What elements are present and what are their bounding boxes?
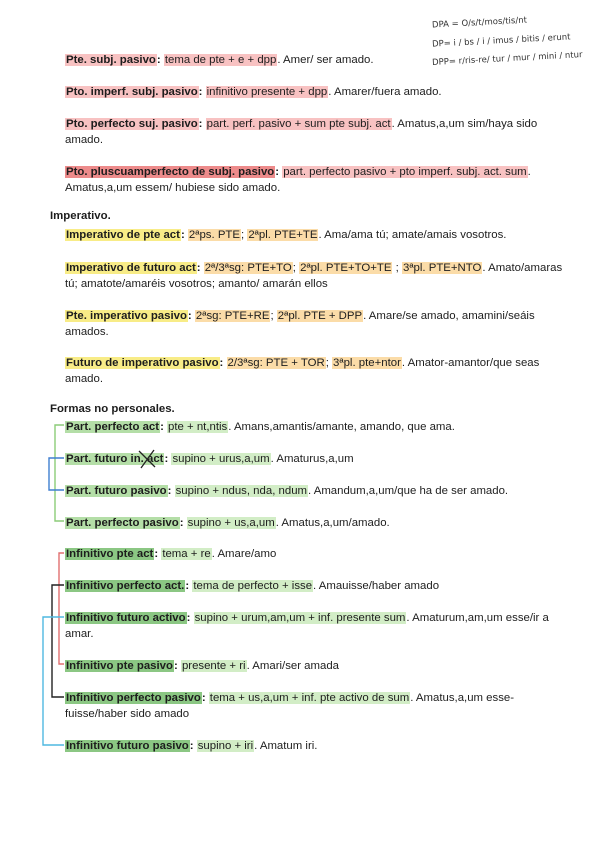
entry-part-perfecto-pasivo: Part. perfecto pasivo: supino + us,a,um. Amatus,a,um/amado. xyxy=(66,517,390,529)
entry-pto-imperf-subj-pasivo: Pto. imperf. subj. pasivo: infinitivo presente + dpp. Amarer/fuera amado. xyxy=(66,86,442,98)
entry-futuro-imperativo-pasivo: Futuro de imperativo pasivo: 2/3ªsg: PTE + TOR; 3ªpl. pte+ntor. Amator-amantor/que seas amado. xyxy=(65,357,540,385)
entry-label: Part. futuro pasivo xyxy=(66,485,167,497)
entry-infinitivo-perfecto-act: Infinitivo perfecto act.: tema de perfecto + isse. Amauisse/haber amado xyxy=(66,580,440,592)
entry-label: Part. futuro in. act xyxy=(66,453,164,465)
entry-label: Infinitivo futuro pasivo xyxy=(66,740,189,752)
entry-label: Infinitivo perfecto act. xyxy=(66,580,185,592)
entry-pte-subj-pasivo: Pte. subj. pasivo: tema de pte + e + dpp. Amer/ ser amado. xyxy=(66,54,374,66)
entry-example: . Amatum iri. xyxy=(254,740,318,752)
entry-rule: 2ªps. PTE xyxy=(188,229,240,241)
entry-example: . Amare/amo xyxy=(211,548,277,560)
entry-example: . Amator-amantor/que seas amado. xyxy=(65,357,540,385)
entry-example: . Amari/ser amada xyxy=(246,660,340,672)
entry-rule: part. perf. pasivo + sum pte subj. act xyxy=(206,118,391,130)
entry-example: . Amauisse/haber amado xyxy=(313,580,440,592)
entry-rule: 3ªpl. pte+ntor xyxy=(333,357,401,369)
entry-example: . Amaturum,am,um esse/ir a amar. xyxy=(65,612,549,640)
entry-rule: tema de perfecto + isse xyxy=(193,580,313,592)
section-title-imperativo: Imperativo. xyxy=(50,210,111,222)
bracket-green-participles xyxy=(55,425,64,521)
entry-infinitivo-futuro-activo: Infinitivo futuro activo: supino + urum,am,um + inf. presente sum. Amaturum,am,um esse/ir a amar. xyxy=(65,612,549,640)
entry-rule: infinitivo presente + dpp xyxy=(206,86,328,98)
entry-part-futuro-act: Part. futuro in. act: supino + urus,a,um. Amaturus,a,um xyxy=(66,453,354,465)
entry-label: Pte. imperativo pasivo xyxy=(66,310,187,322)
entry-rule: supino + urum,am,um + inf. presente sum xyxy=(194,612,406,624)
entry-example: . Amans,amantis/amante, amando, que ama. xyxy=(228,421,455,433)
entry-rule: part. perfecto pasivo + pto imperf. subj. act. sum xyxy=(283,166,527,178)
entry-rule: presente + ri xyxy=(181,660,246,672)
entry-example: . Amatus,a,um esse-fuisse/haber sido amado xyxy=(65,692,515,720)
bracket-blue-futuro xyxy=(49,458,64,490)
entry-label: Imperativo de futuro act xyxy=(66,262,196,274)
entry-label: Part. perfecto act xyxy=(66,421,160,433)
entry-example: . Amaturus,a,um xyxy=(270,453,354,465)
entry-example: . Amandum,a,um/que ha de ser amado. xyxy=(308,485,509,497)
entry-rule: 2ªpl. PTE + DPP xyxy=(277,310,363,322)
entry-rule: tema de pte + e + dpp xyxy=(164,54,277,66)
entry-label: Pte. subj. pasivo xyxy=(66,54,156,66)
entry-example: . Amatus,a,um/amado. xyxy=(275,517,390,529)
entry-example: . Ama/ama tú; amate/amais vosotros. xyxy=(318,229,507,241)
entry-label: Infinitivo perfecto pasivo xyxy=(66,692,201,704)
section-title-formas-no-personales: Formas no personales. xyxy=(50,403,175,415)
entry-label: Part. perfecto pasivo xyxy=(66,517,179,529)
entry-imperativo-pte-act: Imperativo de pte act: 2ªps. PTE; 2ªpl. PTE+TE. Ama/ama tú; amate/amais vosotros. xyxy=(66,229,507,241)
entry-rule: 2ªpl. PTE+TO+TE xyxy=(300,262,392,274)
entry-imperativo-futuro-act: Imperativo de futuro act: 2ª/3ªsg: PTE+TO; 2ªpl. PTE+TO+TE ; 3ªpl. PTE+NTO. Amato/amaras tú; amatote/amaréis vosotros; amanto/ amarán ellos xyxy=(65,262,563,290)
bracket-black-perfecto xyxy=(52,585,64,697)
entry-infinitivo-futuro-pasivo: Infinitivo futuro pasivo: supino + iri. Amatum iri. xyxy=(66,740,318,752)
entry-example: . Amatus,a,um essem/ hubiese sido amado. xyxy=(65,166,531,194)
entry-rule: supino + ndus, nda, ndum xyxy=(175,485,308,497)
entry-label: Infinitivo pte pasivo xyxy=(66,660,173,672)
entry-label: Infinitivo futuro activo xyxy=(66,612,186,624)
entry-infinitivo-pte-pasivo: Infinitivo pte pasivo: presente + ri. Amari/ser amada xyxy=(66,660,340,672)
bracket-cyan-futuro xyxy=(43,617,64,745)
entry-rule: tema + us,a,um + inf. pte activo de sum xyxy=(209,692,410,704)
entry-part-perfecto-act: Part. perfecto act: pte + nt,ntis. Amans,amantis/amante, amando, que ama. xyxy=(66,421,455,433)
entry-example: . Amatus,a,um sim/haya sido amado. xyxy=(65,118,538,146)
entry-rule: 3ªpl. PTE+NTO xyxy=(403,262,482,274)
entry-example: . Amer/ ser amado. xyxy=(277,54,374,66)
entry-rule: pte + nt,ntis xyxy=(168,421,228,433)
entry-part-futuro-pasivo: Part. futuro pasivo: supino + ndus, nda, ndum. Amandum,a,um/que ha de ser amado. xyxy=(66,485,509,497)
entry-rule: 2ªpl. PTE+TE xyxy=(248,229,318,241)
handwritten-note-dpp: DPP= r/ris-re/ tur / mur / mini / ntur xyxy=(431,50,583,68)
entry-pto-perfecto-suj-pasivo: Pto. perfecto suj. pasivo: part. perf. pasivo + sum pte subj. act. Amatus,a,um sim/haya sido amado. xyxy=(65,118,538,146)
entry-infinitivo-pte-act: Infinitivo pte act: tema + re. Amare/amo xyxy=(66,548,277,560)
handwritten-note-dpa: DPA = O/s/t/mos/tis/nt xyxy=(431,15,528,31)
entry-label: Pto. imperf. subj. pasivo xyxy=(66,86,198,98)
entry-infinitivo-perfecto-pasivo: Infinitivo perfecto pasivo: tema + us,a,um + inf. pte activo de sum. Amatus,a,um esse-fuisse/haber sido amado xyxy=(65,692,515,720)
entry-rule: tema + re xyxy=(162,548,211,560)
entry-rule: 2/3ªsg: PTE + TOR xyxy=(227,357,325,369)
entry-label: Pto. perfecto suj. pasivo xyxy=(66,118,198,130)
entry-label: Infinitivo pte act xyxy=(66,548,154,560)
entry-example: . Amarer/fuera amado. xyxy=(328,86,442,98)
entry-pto-pluscuamperfecto-subj-pasivo: Pto. pluscuamperfecto de subj. pasivo: part. perfecto pasivo + pto imperf. subj. act. sum. Amatus,a,um essem/ hubiese sido amado. xyxy=(65,166,531,194)
bracket-red-presente xyxy=(59,553,64,664)
entry-rule: supino + us,a,um xyxy=(187,517,275,529)
entry-rule: supino + iri xyxy=(197,740,254,752)
entry-rule: 2ª/3ªsg: PTE+TO xyxy=(204,262,292,274)
entry-label: Futuro de imperativo pasivo xyxy=(66,357,219,369)
entry-label: Imperativo de pte act xyxy=(66,229,180,241)
entry-label: Pto. pluscuamperfecto de subj. pasivo xyxy=(66,166,275,178)
entry-example: . Amare/se amado, amamini/seáis amados. xyxy=(65,310,535,338)
entry-rule: supino + urus,a,um xyxy=(172,453,270,465)
entry-rule: 2ªsg: PTE+RE xyxy=(195,310,270,322)
entry-pte-imperativo-pasivo: Pte. imperativo pasivo: 2ªsg: PTE+RE; 2ªpl. PTE + DPP. Amare/se amado, amamini/seáis amados. xyxy=(65,310,535,338)
entry-example: . Amato/amaras tú; amatote/amaréis vosotros; amanto/ amarán ellos xyxy=(65,262,563,290)
handwritten-note-dp: DP= i / bs / i / imus / bitis / erunt xyxy=(431,32,571,50)
